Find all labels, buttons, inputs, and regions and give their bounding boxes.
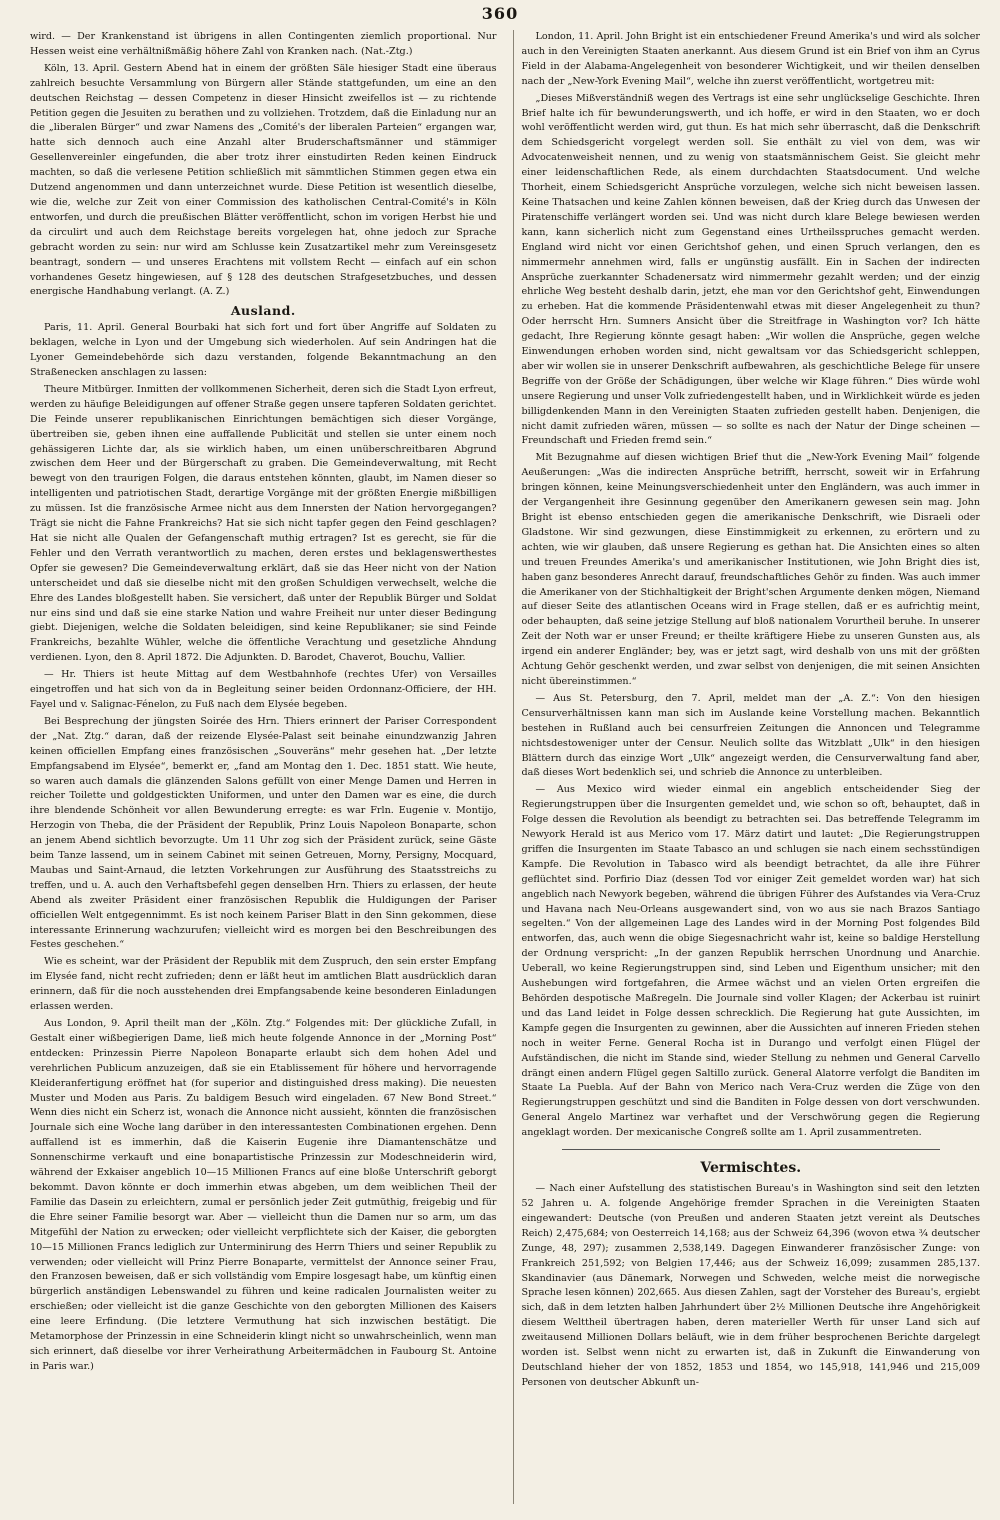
text-columns — [30, 30, 980, 1504]
page-number: 360 — [481, 4, 519, 23]
article-paragraph: London, 11. April. John Bright ist ein entschiedener Freund Amerika's und wird als solcher auch in den Vereinigten Staaten anerkannt. Aus diesem Grund ist ein Brief von ihm an Cyrus Field in der Alabama-Angelegenheit von besonderer Wichtigkeit, und wir theilen denselben nach der „New-York Evening Mail“, welche ihn zuerst veröffentlicht, wortgetreu mit: — [521, 31, 980, 87]
section-heading: Ausland. — [230, 303, 296, 319]
article-paragraph: — Hr. Thiers ist heute Mittag auf dem Westbahnhofe (rechtes Ufer) von Versailles eingetroffen und hat sich von da in Begleitung seiner beiden Ordonnanz-Officiere, der HH. Fayel und v. Salignac-Fénelon, zu Fuß nach dem Elysée begeben. — [30, 669, 497, 710]
right-column — [513, 30, 981, 1504]
article-paragraph: Bei Besprechung der jüngsten Soirée des Hrn. Thiers erinnert der Pariser Correspondent der „Nat. Ztg.“ daran, daß der reizende Elysée-Palast seit beinahe einundzwanzig Jahren keinen officiellen Empfang eines französischen „Souveräns“ mehr gesehen hat. „Der letzte Empfangsabend im Elysée“, bemerkt er, „fand am Montag den 1. Dec. 1851 statt. Wie heute, so waren auch damals die glänzenden Salons gefüllt von einer Menge Damen und Herren in reicher Toilette und goldgestickten Uniformen, und unter den Damen war es eine, die durch ihre blendende Schönheit vor allen Bewunderung erregte: es war Frln. Eugenie v. Montijo, Herzogin von Theba, die der Präsident der Republik, Prinz Louis Napoleon Bonaparte, schon an jenem Abend sichtlich bevorzugte. Um 11 Uhr zog sich der Präsident zurück, seine Gäste beim Tanze lassend, um in seinem Cabinet mit seinen Getreuen, Morny, Persigny, Mocquard, Maubas und Saint-Arnaud, die letzten Vorkehrungen zur Ausführung des Staatsstreichs zu treffen, und u. A. auch den Verhaftsbefehl gegen denselben Hrn. Thiers zu erlassen, der heute Abend als zweiter Präsident einer französischen Republik die Huldigungen der Pariser officiellen Welt entgegennimmt. Es ist noch keinem Pariser Blatt in den Sinn gekommen, diese interessante Erinnerung wachzurufen; vielleicht wird es morgen bei den Beschreibungen des Festes geschehen.“ — [30, 715, 497, 951]
article-paragraph: Paris, 11. April. General Bourbaki hat sich fort und fort über Angriffe auf Soldaten zu beklagen, welche in Lyon und der Umgebung sich wiederholen. Auf sein Andringen hat die Lyoner Gemeindebehörde sich dazu verstanden, folgende Bekanntmachung an den Straßenecken anschlagen zu lassen: — [30, 322, 497, 379]
divider — [562, 1149, 941, 1150]
article-paragraph: — Aus St. Petersburg, den 7. April, meldet man der „A. Z.“: Von den hiesigen Censurverhältnissen kann man sich im Auslande keine Vorstellung machen. Bekanntlich bestehen in Rußland auch bei censurfreien Zeitungen die Annoncen und Telegramme nichtsdestoweniger unter der Censur. Neulich sollte das Witzblatt „Ulk“ in den hiesigen Blättern durch das einzige Wort „Ulk“ angezeigt werden, die Censurverwaltung fand aber, daß dieses Wort bedenklich sei, und schrieb die Annonce zu unterbleiben. — [521, 692, 980, 779]
article-paragraph: — Aus Mexico wird wieder einmal ein angeblich entscheidender Sieg der Regierungstruppen über die Insurgenten gemeldet und, wie schon so oft, behauptet, daß in Folge dessen die Revolution als beendigt zu betrachten sei. Das betreffende Telegramm im Newyork Herald ist aus Merico vom 17. März datirt und lautet: „Die Regierungstruppen griffen die Insurgenten im Staate Tabasco an und schlugen sie nach einem sechsstündigen Kampfe. Die Revolution in Tabasco wird als beendigt betrachtet, da alle ihre Führer geflüchtet sind. Porfirio Diaz (dessen Tod vor einiger Zeit gemeldet worden war) hat sich angeblich nach Newyork begeben, während die übrigen Führer des Aufstandes via Vera-Cruz und Havana nach Neu-Orleans ausgewandert sind, von wo aus sie nach Brazos Santiago segelten.“ Von der allgemeinen Lage des Landes wird in der Morning Post folgendes Bild entworfen, das, auch wenn die obige Siegesnachricht wahr ist, keine so baldige Herstellung der Ordnung verspricht: „In der ganzen Republik herrschen Unordnung und Anarchie. Ueberall, wo keine Regierungstruppen sind, sind Leben und Eigenthum unsicher; mit den Aushebungen wird fortgefahren, die Armee wächst und an vielen Orten ergreifen die Behörden despotische Maßregeln. Die Journale sind voller Klagen; der Ackerbau ist ruinirt und das Land leidet in Folge dessen schrecklich. Die Regierung hat gute Aussichten, im Kampfe gegen die Insurgenten zu gewinnen, aber die Aussichten auf inneren Frieden stehen noch in weiter Ferne. General Rocha ist in Durango und verfolgt einen Flügel der Aufständischen, die nicht im Stande sind, wieder Stellung zu nehmen und General Carvello drängt einen andern Flügel gegen Saltillo zurück. General Alatorre verfolgt die Banditen im Staate La Puebla. Auf der Bahn von Merico nach Vera-Cruz werden die Züge von den Regierungstruppen geschützt und sind die Banditen in Folge dessen von dort verschwunden. General Angelo Martinez war verhaftet und der Verschwörung gegen die Regierung angeklagt worden. Der mexicanische Congreß sollte am 1. April zusammentreten. — [521, 784, 980, 1139]
article-paragraph: Köln, 13. April. Gestern Abend hat in einem der größten Säle hiesiger Stadt eine überaus zahlreich besuchte Versammlung von Bürgern aller Stände stattgefunden, um eine an den deutschen Reichstag — dessen Competenz in dieser Hinsicht zweifellos ist — zu richtende Petition gegen die Jesuiten zu berathen und zu vollziehen. Trotzdem, daß die Einladung nur an die „liberalen Bürger“ und zwar Namens des „Comité's der liberalen Parteien“ ergangen war, hatte sich dennoch auch eine Anzahl alter Bruderschaftsmänner und stämmiger Gesellenvereinler eingefunden, die aber trotz ihrer einstudirten Reden keinen Eindruck machten, so daß die verlesene Petition schließlich mit sämmtlichen Stimmen gegen etwa ein Dutzend angenommen und dann unterzeichnet wurde. Diese Petition ist wesentlich dieselbe, wie die, welche zur Zeit von einer Commission des katholischen Central-Comité's in Köln entworfen, und durch die preußischen Blätter veröffentlicht, schon im vorigen Herbst hie und da circulirt und auch dem Reichstage bereits vorgelegen hat, ohne jedoch zur Sprache gebracht worden zu sein: nur wird am Schlusse kein Zusatzartikel mehr zum Vereinsgesetz beantragt, sondern — und unseres Erachtens mit vollstem Recht — einfach auf ein schon vorhandenes Gesetz hingewiesen, auf § 128 des deutschen Strafgesetzbuches, und dessen energische Handhabung verlangt. (A. Z.) — [30, 62, 497, 298]
section-heading: Vermischtes. — [700, 1160, 802, 1177]
article-paragraph: „Dieses Mißverständniß wegen des Vertrags ist eine sehr unglückselige Geschichte. Ihren Brief halte ich für bewunderungswerth, und ich hoffe, er wird in den Staaten, wo er doch wohl veröffentlicht werden wird, gut thun. Es hat mich sehr überrascht, daß die Denkschrift dem Schiedsgericht vorgelegt werden soll. Sie enthält zu viel von dem, was wir Advocatenweisheit nennen, und zu wenig von staatsmännischem Geist. Sie gleicht mehr einer leidenschaftlichen Rede, als einem durchdachten Staatsdocument. Und welche Thorheit, einem Schiedsgericht Ansprüche vorzulegen, welche sich nicht beweisen lassen. Keine Thatsachen und keine Zahlen können beweisen, daß der Krieg durch das Unwesen der Piratenschiffe verlängert worden sei. Und was nicht durch klare Belege bewiesen werden kann, kann sicherlich nicht zum Gegenstand eines Urtheilsspruches gemacht werden. England wird nicht vor einen Gerichtshof gehen, und einen Spruch verlangen, den es nimmermehr annehmen wird, falls er ungünstig ausfällt. Ein in Sachen der indirecten Ansprüche zuerkannter Schadenersatz wird nimmermehr gezahlt werden; und der einzig ehrliche Weg besteht deshalb darin, jetzt, ehe man vor den Gerichtshof geht, Einwendungen zu erheben. Hat die kommende Präsidentenwahl etwas mit dieser Angelegenheit zu thun? Oder herrscht Hrn. Sumners Ansicht über die Streitfrage in Washington vor? Ich hätte gedacht, Ihre Regierung könnte gesagt haben: „Wir wollen die Ansprüche, gegen welche Einwendungen erhoben worden sind, nicht gewaltsam vor das Schiedsgericht schleppen, aber wir wollen sie in unserer Denkschrift aufbewahren, als geschichtliche Belege für unsere Begriffe von der Größe der Schädigungen, über welche wir Klage führen.“ Dies würde wohl unsere Regierung und unser Volk zufriedengestellt haben, und in Wirklichkeit würde es jeden billigdenkenden Mann in den Vereinigten Staaten zufrieden gestellt haben. Denjenigen, die nicht damit zufrieden wären, müssen — so sollte es nach der Natur der Dinge scheinen — Freundschaft und Frieden fremd sein.“ — [521, 92, 980, 447]
article-paragraph: wird. — Der Krankenstand ist übrigens in allen Contingenten ziemlich proportional. Nur Hessen weist eine verhältnißmäßig höhere Zahl von Kranken nach. (Nat.-Ztg.) — [30, 31, 497, 57]
article-paragraph: — Nach einer Aufstellung des statistischen Bureau's in Washington sind seit den letzten 52 Jahren u. A. folgende Angehörige fremder Sprachen in die Vereinigten Staaten eingewandert: Deutsche (von Preußen und anderen Staaten jetzt vereint als Deutsches Reich) 2,475,684; von Oesterreich 14,168; aus der Schweiz 64,396 (wovon etwa ¾ deutscher Zunge, 48, 297); zusammen 2,538,149. Dagegen Einwanderer französischer Zunge: von Frankreich 251,592; von Belgien 17,446; aus der Schweiz 16,099; zusammen 285,137. Skandinavier (aus Dänemark, Norwegen und Schweden, welche meist die norwegische Sprache lesen können) 202,665. Aus diesen Zahlen, sagt der Vorsteher des Bureau's, ergiebt sich, daß in dem letzten halben Jahrhundert über 2½ Millionen Deutsche ihre Angehörigkeit diesem Welttheil übertragen haben, deren materieller Werth für unser Land sich auf zweitausend Millionen Dollars beläuft, wie in dem früher besprochenen Berichte dargelegt worden ist. Selbst wenn nicht zu erwarten ist, daß in Zukunft die Einwanderung von Deutschland hieher der von 1852, 1853 und 1854, wo 145,918, 141,946 und 215,009 Personen von deutscher Abkunft un- — [521, 1183, 980, 1388]
article-paragraph: Aus London, 9. April theilt man der „Köln. Ztg.“ Folgendes mit: Der glückliche Zufall, in Gestalt einer wißbegierigen Dame, ließ mich heute folgende Annonce in der „Morning Post“ entdecken: Prinzessin Pierre Napoleon Bonaparte erlaubt sich dem hohen Adel und verehrlichen Publicum anzuzeigen, daß sie ein Etablissement für höhere und hervorragende Kleideranfertigung eröffnet hat (for superior and distinguished dress making). Die neuesten Muster und Moden aus Paris. Zu baldigem Besuch wird eingeladen. 67 New Bond Street.“ Wenn dies nicht ein Scherz ist, wonach die Annonce nicht aussieht, könnten die französischen Journale sich eine Woche lang darüber in den interessantesten Combinationen ergehen. Denn auffallend ist es immerhin, daß die Kaiserin Eugenie ihre Diamantenschätze und Sonnenschirme verkauft und eine bonapartistische Prinzessin zur Modeschneiderin wird, während der Exkaiser angeblich 10—15 Millionen Francs auf eine bloße Unterschrift geborgt bekommt. Davon könnte er doch immerhin etwas abgeben, um dem weiblichen Theil der Familie das Dasein zu erleichtern, zumal er persönlich jeder Zeit gutmüthig, freigebig und für die Ehre seiner Familie besorgt war. Aber — vielleicht thun die Damen nur so arm, um das Mitgefühl der Nation zu erwecken; oder vielleicht verpflichtete sich der Kaiser, die geborgten 10—15 Millionen Francs lediglich zur Unterminirung des Herrn Thiers und seiner Republik zu verwenden; oder vielleicht will Prinz Pierre Bonaparte, vermittelst der Annonce seiner Frau, den Franzosen beweisen, daß er sich vollständig vom Empire losgesagt habe, um künftig einen bürgerlich anständigen Lebenswandel zu führen und keine radicalen Journalisten weiter zu erschießen; oder vielleicht ist die ganze Geschichte von den geborgten Millionen des Kaisers eine leere Erfindung. (Die letztere Vermuthung hat sich inzwischen bestätigt. Die Metamorphose der Prinzessin in eine Schneiderin klingt nicht so unwahrscheinlich, wenn man sich erinnert, daß dieselbe vor ihrer Verheirathung Arbeitermädchen in Faubourg St. Antoine in Paris war.) — [30, 1018, 497, 1372]
article-paragraph: Mit Bezugnahme auf diesen wichtigen Brief thut die „New-York Evening Mail“ folgende Aeußerungen: „Was die indirecten Ansprüche betrifft, herrscht, soweit wir in Erfahrung bringen können, keine Meinungsverschiedenheit unter den Engländern, was auch immer in der Vergangenheit ihre Gesinnung gegenüber den Amerikanern gewesen sein mag. John Bright ist ebenso entschieden gegen die amerikanische Denkschrift, wie Disraeli oder Gladstone. Wir sind gezwungen, diese Einstimmigkeit zu erkennen, zu erörtern und zu achten, wie wir glauben, daß unsere Regierung es gethan hat. Die Ansichten eines so alten und treuen Freundes Amerika's und amerikanischer Institutionen, wie John Bright dies ist, haben ganz besonderes Anrecht darauf, freundschaftliches Gehör zu finden. Was auch immer die Amerikaner von der Stichhaltigkeit der Bright'schen Argumente denken mögen, Niemand auf dieser Seite des atlantischen Oceans wird in Frage stellen, daß er es aufrichtig meint, oder behaupten, daß seine jetzige Stellung auf bloß nationalem Vorurtheil beruhe. In unserer Zeit der Noth war er unser Freund; er theilte kräftigere Hiebe zu unseren Gunsten aus, als irgend ein anderer Engländer; bey, was er jetzt sagt, wird deshalb von uns mit der größten Achtung Gehör geschenkt werden, und zwar selbst von denjenigen, die mit seinen Ansichten nicht übereinstimmen.“ — [521, 452, 980, 687]
left-column — [30, 30, 497, 1504]
article-paragraph: Theure Mitbürger. Inmitten der vollkommenen Sicherheit, deren sich die Stadt Lyon erfreut, werden zu häufige Beleidigungen auf offener Straße gegen unsere tapferen Soldaten gerichtet. Die Feinde unserer republikanischen Einrichtungen bemächtigen sich dieser Vorgänge, übertreiben sie, geben ihnen eine auffallende Publicität und stellen sie unter einem noch gehässigeren Lichte dar, als sie wirklich haben, um einen unüberschreitbaren Abgrund zwischen dem Heer und der Bürgerschaft zu graben. Die Gemeindeverwaltung, mit Recht bewegt von den traurigen Folgen, die daraus entstehen könnten, glaubt, im Namen dieser so intelligenten und patriotischen Stadt, derartige Vorgänge mit der größten Energie mißbilligen zu müssen. Ist die französische Armee nicht aus dem Innersten der Nation hervorgegangen? Trägt sie nicht die Fahne Frankreichs? Hat sie sich nicht tapfer gegen den Feind geschlagen? Hat sie nicht alle Qualen der Gefangenschaft muthig ertragen? Ist es gerecht, sie für die Fehler und den Verrath verantwortlich zu machen, deren erstes und beklagenswerthestes Opfer sie gewesen? Die Gemeindeverwaltung erklärt, daß sie das Heer nicht von der Nation unterscheidet und daß sie dieselbe nicht mit den großen Schuldigen verwechselt, welche die Ehre des Landes bloßgestellt haben. Sie versichert, daß unter der Republik Bürger und Soldat nur eins sind und daß sie eine starke Nation und wahre Freiheit nur unter dieser Bedingung giebt. Diejenigen, welche die Soldaten beleidigen, sind keine Republikaner; sie sind Feinde Frankreichs, bezahlte Wühler, welche die öffentliche Verachtung und gesetzliche Ahndung verdienen. Lyon, den 8. April 1872. Die Adjunkten. D. Barodet, Chaverot, Bouchu, Vallier. — [30, 383, 497, 664]
article-paragraph: Wie es scheint, war der Präsident der Republik mit dem Zuspruch, den sein erster Empfang im Elysée fand, nicht recht zufrieden; denn er läßt heut im amtlichen Blatt ausdrücklich daran erinnern, daß für die noch ausstehenden drei Empfangsabende keine besonderen Einladungen erlassen werden. — [30, 956, 497, 1013]
